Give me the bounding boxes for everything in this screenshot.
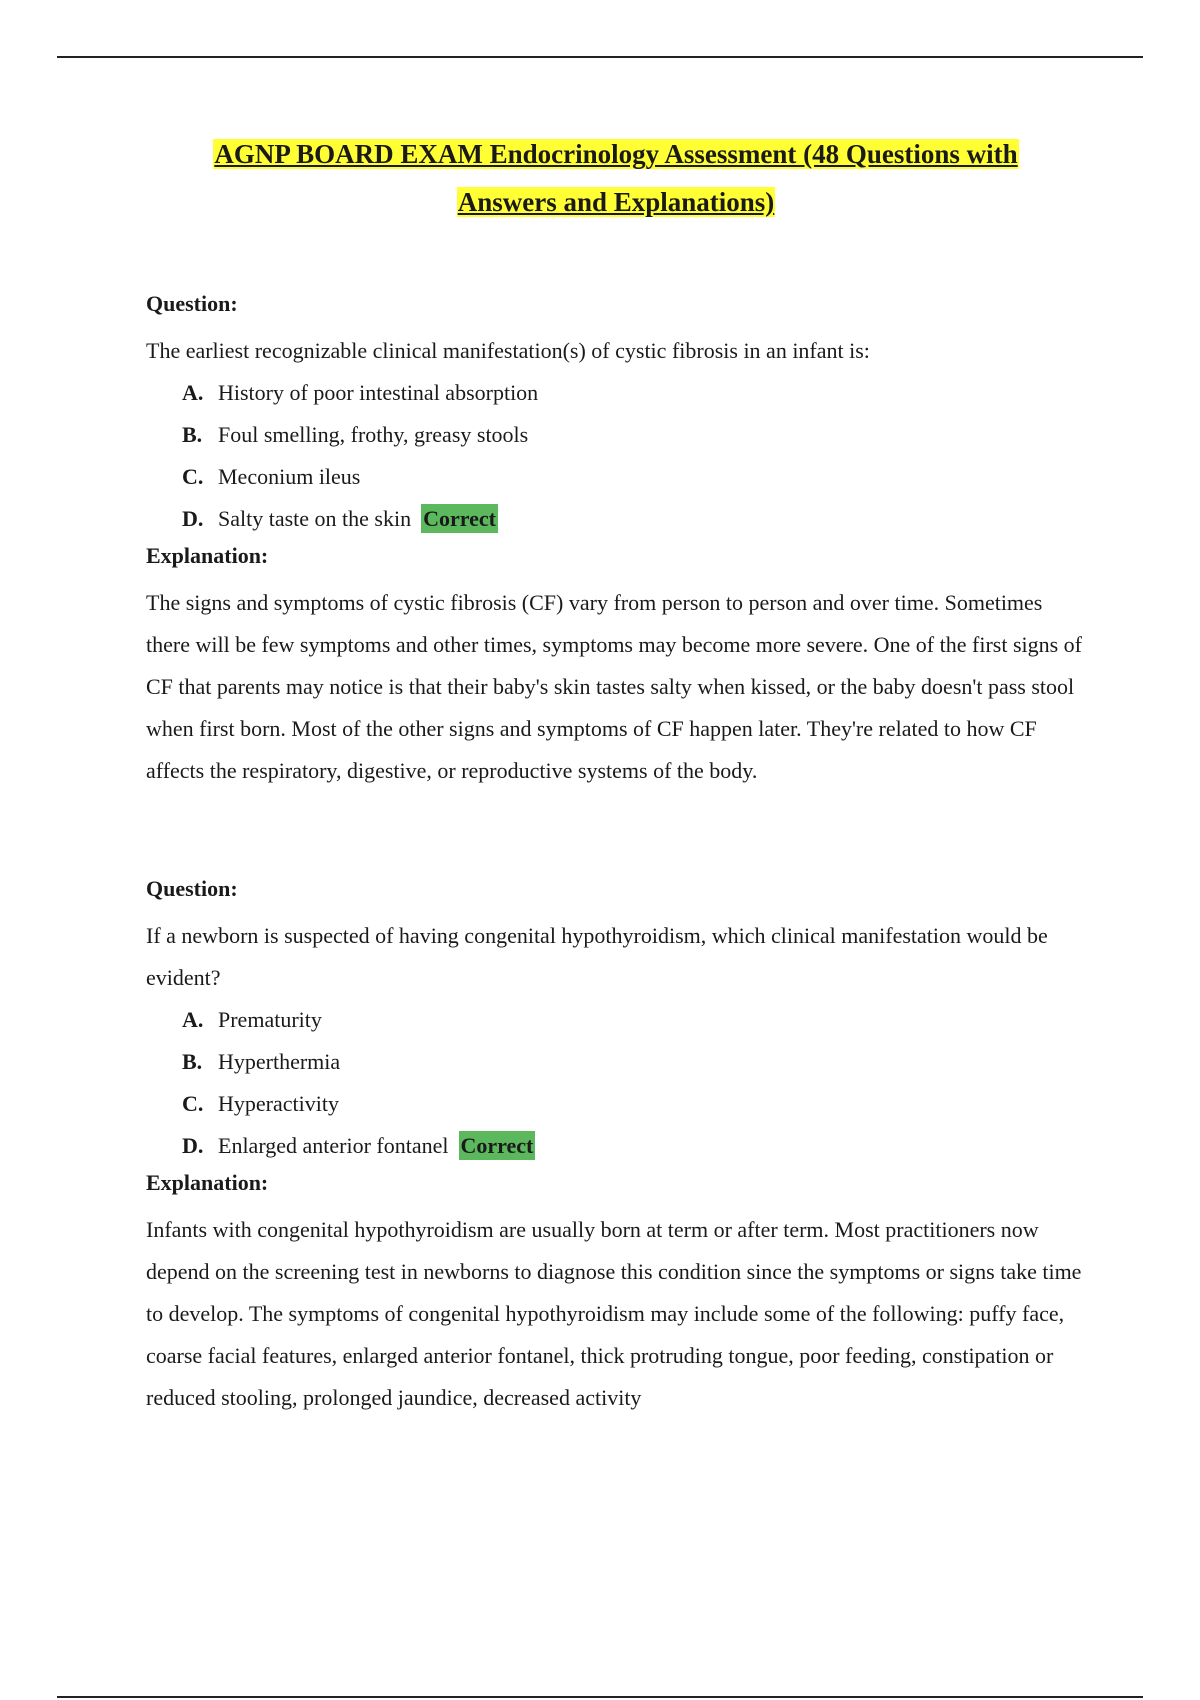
option-text: Prematurity (218, 1007, 322, 1032)
option-text: Enlarged anterior fontanel (218, 1133, 449, 1158)
answer-option-d (182, 498, 1086, 540)
answer-option-a (182, 372, 1086, 414)
document-page (146, 130, 1086, 1410)
option-text: Meconium ileus (218, 464, 361, 489)
option-letter: D. (182, 506, 204, 531)
option-letter: A. (182, 380, 204, 405)
option-text: Foul smelling, frothy, greasy stools (218, 422, 529, 447)
option-text: Hyperthermia (218, 1049, 341, 1074)
option-letter: B. (182, 422, 203, 447)
question-text: If a newborn is suspected of having congenital hypothyroidism, which clinical manifestation would be evident? (146, 923, 1048, 990)
title-line-1: AGNP BOARD EXAM Endocrinology Assessment (48 Questions with (214, 139, 1018, 169)
top-rule (57, 56, 1143, 58)
answer-option-b (182, 414, 1086, 456)
option-text: Salty taste on the skin (218, 506, 412, 531)
option-letter: D. (182, 1133, 204, 1158)
answer-options (146, 372, 1086, 540)
answer-options (146, 999, 1086, 1167)
answer-option-a (182, 999, 1086, 1041)
bottom-rule (57, 1696, 1143, 1698)
option-text: History of poor intestinal absorption (218, 380, 539, 405)
correct-badge: Correct (423, 506, 496, 531)
explanation-label: Explanation: (146, 1170, 269, 1195)
question-block-1 (146, 288, 1086, 792)
document-title (146, 130, 1086, 226)
title-line-2: Answers and Explanations) (457, 187, 775, 217)
answer-option-b (182, 1041, 1086, 1083)
answer-option-c (182, 1083, 1086, 1125)
option-letter: C. (182, 464, 204, 489)
question-label: Question: (146, 291, 238, 316)
explanation-label: Explanation: (146, 543, 269, 568)
correct-badge: Correct (460, 1133, 534, 1158)
explanation-text: Infants with congenital hypothyroidism are usually born at term or after term. Most practitioners now depend on the screening test in newborns to diagnose this condition since the symptoms or signs take time to develop. The symptoms of congenital hypothyroidism may include some of the following: puffy face, coarse facial features, enlarged anterior fontanel, thick protruding tongue, poor feeding, constipation or reduced stooling, prolonged jaundice, decreased activity (146, 1217, 1082, 1410)
option-text: Hyperactivity (218, 1091, 339, 1116)
answer-option-c (182, 456, 1086, 498)
option-letter: C. (182, 1091, 204, 1116)
answer-option-d (182, 1125, 1086, 1167)
option-letter: A. (182, 1007, 204, 1032)
question-block-2 (146, 873, 1086, 1419)
question-label: Question: (146, 876, 238, 901)
question-text: The earliest recognizable clinical manifestation(s) of cystic fibrosis in an infant is: (146, 338, 870, 363)
option-letter: B. (182, 1049, 203, 1074)
explanation-text: The signs and symptoms of cystic fibrosis (CF) vary from person to person and over time. Sometimes there will be few symptoms and other times, symptoms may become more severe. One of the first signs of CF that parents may notice is that their baby's skin tastes salty when kissed, or the baby doesn't pass stool when first born. Most of the other signs and symptoms of CF happen later. They're related to how CF affects the respiratory, digestive, or reproductive systems of the body. (146, 590, 1083, 783)
